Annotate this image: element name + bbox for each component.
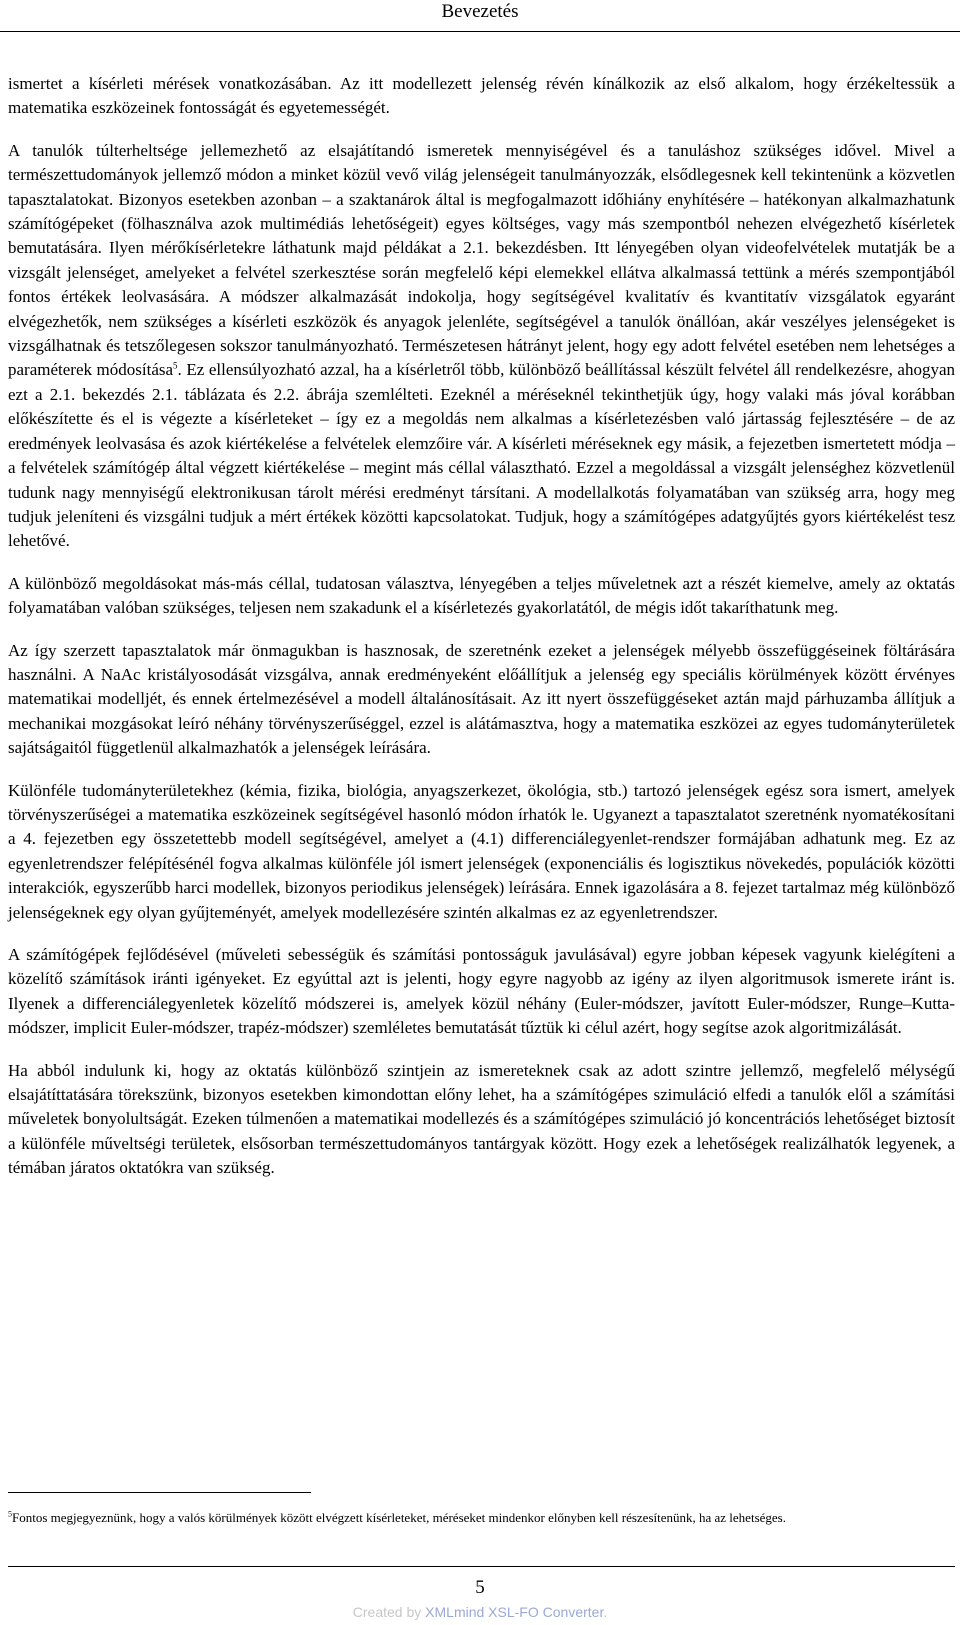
paragraph-2-text-a: A tanulók túlterheltsége jellemezhető az elsajátítandó ismeretek mennyiségével és a tanuláshoz szükséges idővel. Mivel a természettudományok jellemző módon a minket közül vevő világ jelenségeit tanulmányozzák, elsődlegesnek kell tekintenünk a közvetlen tapasztalatokat. Bizonyos esetekben azonban – a szaktanárok által is megfogalmazott időhiány enyhítésére – hatékonyan alkalmazhatunk számítógépeket (fölhasználva azok multimédiás lehetőségeit) egyes költséges, vagy más szempontból nehezen elvégezhető kísérletek bemutatására. bbox=[8, 140, 955, 258]
running-header: Bevezetés bbox=[441, 1, 519, 22]
paragraph-6: A számítógépek fejlődésével (műveleti sebességük és számítási pontosságuk javulásával) egyre jobban képesek vagyunk kielégíteni a közelítő számítások iránti igényeket. Ez egyúttal azt is jelenti, hogy egyre nagyobb az igény az ilyen algoritmusok ismerete iránt is. Ilyenek a differenciálegyenletek közelítő módszerei is, amelyek közül néhány (Euler-módszer, javított Euler-módszer, Runge–Kutta-módszer, implicit Euler-módszer, trapéz-módszer) szemléletes bemutatását tűztük ki célul azért, hogy segítse azok algoritmizálását. bbox=[8, 945, 955, 1038]
converter-credit bbox=[0, 1603, 960, 1621]
converter-suffix: . bbox=[603, 1604, 608, 1620]
converter-brand-link[interactable]: XMLmind XSL-FO Converter bbox=[425, 1604, 604, 1620]
paragraph-2 bbox=[8, 139, 955, 554]
paragraph-2-text-c: . Ez ellensúlyozható azzal, ha a kísérletről több, különböző beállítással készült felvétel áll rendelkezésre, ahogyan ezt a 2.1. bekezdés 2.1. táblázata és 2.2. ábrája szemlélteti. Ezeknél a méréseknél tekinthetjük úgy, hogy valaki más jóval korábban előkészítette és el is végezte a kísérleteket – így ez a megoldás nem alkalmas a kísérletezésben való jártasság fejlesztésére – de az eredmények leolvasása és azok kiértékelése a felvételek elemzőire vár. A kísérleti méréseknek egy másik, a fejezetben ismertetett módja – a felvételek számítógép által végzett kiértékelése – megint más céllal választható. Ezzel a megoldással a vizsgált jelenséghez közvetlenül tudunk nagy mennyiségű elektronikusan tárolt mérési eredményt társítani. A modellalkotás folyamatában van szükség arra, hogy meg tudjuk jeleníteni és vizsgálni tudjuk a mért értékek közötti kapcsolatokat. Tudjuk, hogy a számítógépes adatgyűjtés gyors kiértékelést tesz lehetővé. bbox=[8, 360, 955, 551]
footnote-separator bbox=[8, 1492, 311, 1493]
paragraph-7: Ha abból indulunk ki, hogy az oktatás különböző szintjein az ismereteknek csak az adott szintre jellemző, megfelelő mélységű elsajátíttatására törekszünk, bizonyos esetekben kimondottan előny lehet, ha a számítógépes szimuláció elfedi a tanulók elől a számítási műveletek bonyolultságát. Ezeken túlmenően a matematikai modellezés és a számítógépes szimuláció jó koncentrációs lehetőséget biztosít a különféle műveltségi területek, elsősorban természettudományos tantárgyak között. Hogy ezek a lehetőségek realizálhatók legyenek, a témában járatos oktatókra van szükség. bbox=[8, 1060, 955, 1178]
paragraph-3: A különböző megoldásokat más-más céllal, tudatosan választva, lényegében a teljes műveletnek azt a részét kiemelve, amely az oktatás folyamatában valóban szükséges, teljesen nem szakadunk el a kísérletezés gyakorlatától, de mégis időt takaríthatunk meg. bbox=[8, 573, 955, 618]
paragraph-5: Különféle tudományterületekhez (kémia, fizika, biológia, anyagszerkezet, ökológia, stb.) tartozó jelenségek egész sora ismert, amelyek törvényszerűségei a matematika eszközeinek segítségével hasonló módon írhatók le. Ugyanezt a tapasztalatot szeretnénk nyomatékosítani a 4. fejezetben egy összetettebb modell segítségével, amelyet a (4.1) differenciálegyenlet-rendszer formájában adhatunk meg. Ez az egyenletrendszer felépítésénél fogva alkalmas különféle jól ismert jelenségek (exponenciális és logisztikus növekedés, populációk közötti interakciók, egyszerűbb harci modellek, bizonyos periodikus jelenségek) leírására. Ennek igazolására a 8. fejezet tartalmaz még különböző jelenségeknek egy olyan gyűjteményét, amelyek modellezésére szintén alkalmas ez az egyenletrendszer. bbox=[8, 780, 955, 922]
header-divider bbox=[0, 31, 960, 32]
converter-prefix: Created by bbox=[352, 1604, 426, 1620]
main-text bbox=[8, 72, 955, 1199]
footnote bbox=[8, 1507, 955, 1528]
footer-divider bbox=[8, 1566, 955, 1567]
paragraph-1: ismertet a kísérleti mérések vonatkozásában. Az itt modellezett jelenség révén kínálkozik az első alkalom, hogy érzékeltessük a matematika eszközeinek fontosságát és egyetemességét. bbox=[8, 74, 955, 118]
paragraph-2-text-b: Ilyen mérőkísérletekre láthatunk majd példákat a 2.1. bekezdésben. Itt lényegében olyan videofelvételek mutatják be a vizsgált jelenséget, amelyeket a felvétel szerkesztése során megfelelő képi elemekkel ellátva alkalmassá tettünk a mérés szempontjából fontos értékek leolvasására. A módszer alkalmazását indokolja, hogy segítségével kvalitatív és kvantitatív vizsgálatok egyaránt elvégezhetők, nem szükséges a kísérleti eszközök és anyagok jelenléte, segítségével a tanulók önállóan, akár veszélyes jelenségeket is vizsgálhatnak és tetszőlegesen sokszor tanulmányozható. Természetesen hátrányt jelent, hogy egy adott felvétel esetében nem lehetséges a paraméterek módosítása bbox=[8, 238, 955, 380]
footnote-text: Fontos megjegyeznünk, hogy a valós körülmények között elvégzett kísérleteket, méréseket mindenkor előnyben kell részesítenünk, ha az lehetséges. bbox=[12, 1510, 786, 1525]
footnote-reference[interactable]: 5 bbox=[173, 360, 178, 371]
footnote-mark: 5 bbox=[8, 1509, 12, 1519]
paragraph-4: Az így szerzett tapasztalatok már önmagukban is hasznosak, de szeretnénk ezeket a jelenségek mélyebb összefüggéseinek föltárására használni. A NaAc kristályosodását vizsgálva, annak eredményeként előállítjuk a jelenség egy speciális körülmények között érvényes matematikai modelljét, és ennek értelmezésével a modell általánosításait. Az itt nyert összefüggéseket aztán majd párhuzamba állítjuk a mechanikai mozgásokat leíró néhány törvényszerűséggel, ezzel is alátámasztva, hogy a matematika eszközei az egyes tudományterületek sajátságaitól függetlenül alkalmazhatók a jelenségek leírására. bbox=[8, 640, 955, 758]
page-number: 5 bbox=[475, 1577, 485, 1598]
